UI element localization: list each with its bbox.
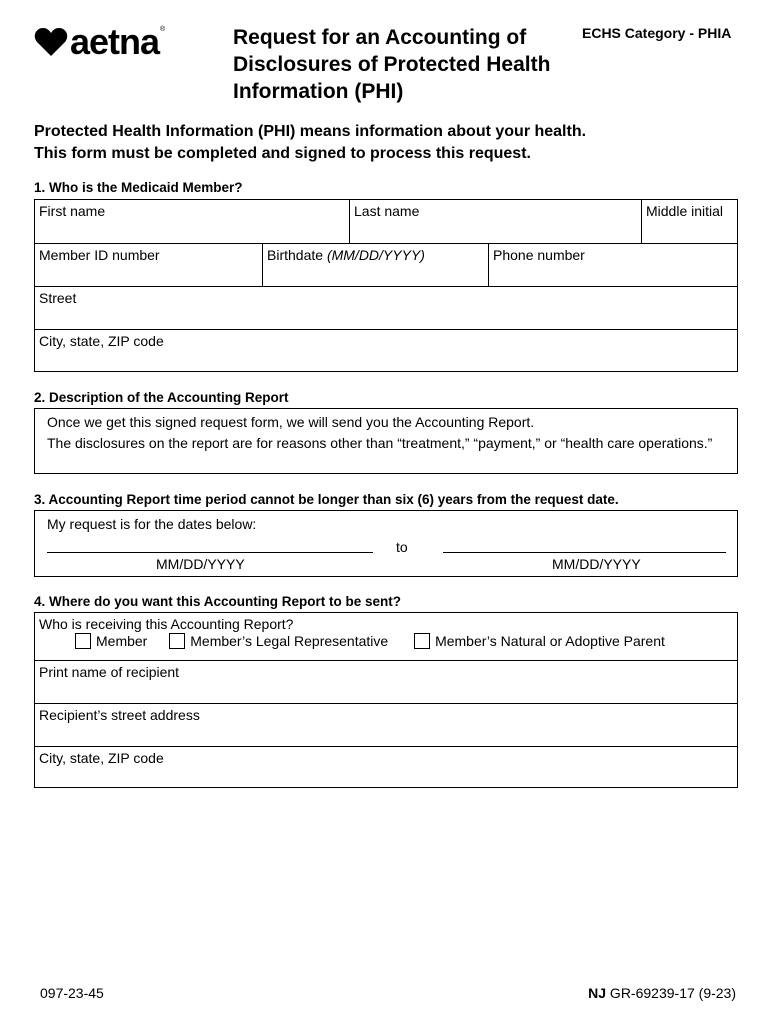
form-code: [588, 985, 736, 1001]
recipient-name-row: [35, 660, 737, 703]
street-field[interactable]: [35, 287, 737, 329]
to-date-format: MM/DD/YYYY: [552, 556, 641, 572]
recipient-street-row: [35, 703, 737, 746]
recipient-street-label: Recipient’s street address: [39, 707, 200, 723]
birthdate-label: Birthdate: [267, 247, 327, 263]
to-date-field[interactable]: [443, 552, 726, 553]
description-line-1: Once we get this signed request form, we will send you the Accounting Report.: [47, 414, 535, 430]
form-number: 097-23-45: [40, 985, 104, 1001]
section4-heading: 4. Where do you want this Accounting Report to be sent?: [34, 594, 402, 609]
recipient-name-label: Print name of recipient: [39, 664, 180, 680]
street-row: [35, 286, 737, 329]
id-row: [35, 243, 737, 286]
description-text: [35, 409, 737, 457]
description-line-2: The disclosures on the report are for reasons other than “treatment,” “payment,” or “health care operations.”: [47, 435, 713, 451]
street-label: Street: [39, 290, 77, 306]
phone-field[interactable]: [488, 244, 737, 286]
section2-heading: 2. Description of the Accounting Report: [34, 390, 289, 405]
recipient-options: [35, 633, 737, 652]
aetna-logo: [34, 21, 166, 62]
logo-wordmark: aetna: [70, 21, 160, 62]
option-parent[interactable]: [414, 633, 665, 649]
from-date-field[interactable]: [47, 552, 373, 553]
city-label: City, state, ZIP code: [39, 333, 164, 349]
option-legal-representative-label: Member’s Legal Representative: [190, 633, 389, 649]
middle-initial-field[interactable]: [641, 200, 737, 243]
state-code: NJ: [588, 985, 607, 1001]
recipient-city-label: City, state, ZIP code: [39, 750, 164, 766]
last-name-label: Last name: [354, 203, 420, 219]
member-info-table: [34, 199, 738, 372]
recipient-type-row: [35, 613, 737, 660]
phone-label: Phone number: [493, 247, 585, 263]
intro-text: [34, 121, 734, 165]
intro-line-2: This form must be completed and signed to process this request.: [34, 145, 531, 162]
city-field[interactable]: [35, 330, 737, 370]
recipient-question: Who is receiving this Accounting Report?: [39, 616, 294, 632]
city-row: [35, 329, 737, 370]
option-parent-label: Member’s Natural or Adoptive Parent: [435, 633, 665, 649]
legal-representative-checkbox[interactable]: [169, 633, 185, 649]
option-legal-representative[interactable]: [169, 633, 388, 649]
recipient-street-field[interactable]: [35, 704, 737, 746]
from-date-format: MM/DD/YYYY: [156, 556, 245, 572]
option-member-label: Member: [96, 633, 148, 649]
registered-mark: ®: [160, 26, 166, 33]
date-range-prompt: My request is for the dates below:: [47, 516, 257, 532]
member-id-label: Member ID number: [39, 247, 160, 263]
first-name-field[interactable]: [35, 200, 349, 243]
to-label: to: [396, 539, 408, 555]
section1-heading: 1. Who is the Medicaid Member?: [34, 180, 243, 195]
last-name-field[interactable]: [349, 200, 641, 243]
name-row: [35, 200, 737, 243]
description-box: [34, 408, 738, 474]
intro-line-1: Protected Health Information (PHI) means information about your health.: [34, 123, 587, 140]
birthdate-field[interactable]: [262, 244, 488, 286]
option-member[interactable]: [75, 633, 147, 649]
first-name-label: First name: [39, 203, 106, 219]
birthdate-format: (MM/DD/YYYY): [326, 247, 425, 263]
heart-icon: [34, 27, 68, 57]
member-id-field[interactable]: [35, 244, 262, 286]
parent-checkbox[interactable]: [414, 633, 430, 649]
recipient-city-field[interactable]: [35, 747, 737, 786]
form-title: Request for an Accounting of Disclosures of Protected Health Information (PHI): [233, 26, 551, 103]
recipient-name-field[interactable]: [35, 661, 737, 703]
category-label: ECHS Category - PHIA: [582, 25, 732, 41]
recipient-city-row: [35, 746, 737, 786]
section3-heading: 3. Accounting Report time period cannot be longer than six (6) years from the request date.: [34, 492, 619, 507]
member-checkbox[interactable]: [75, 633, 91, 649]
recipient-table: [34, 612, 738, 788]
middle-initial-label: Middle initial: [646, 203, 724, 219]
form-code-number: GR-69239-17 (9-23): [606, 985, 736, 1001]
